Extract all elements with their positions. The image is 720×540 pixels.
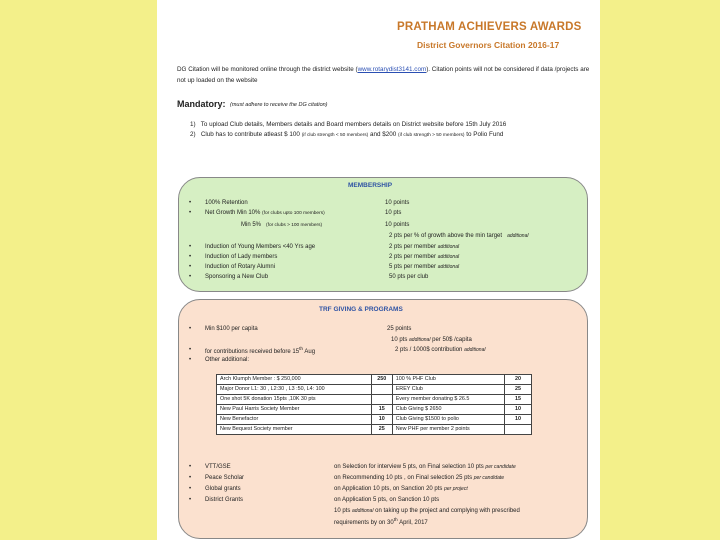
program-footer-2	[334, 518, 428, 526]
award-right: Club Giving $ 2650	[392, 405, 504, 415]
extra-text: 2 pts per % of growth above the min target	[389, 233, 503, 239]
table-row	[217, 385, 532, 395]
bullet: •	[189, 347, 192, 353]
requirement-number: 2)	[190, 131, 196, 138]
requirement-1	[190, 120, 590, 129]
points-text: 5 pts per member	[389, 264, 437, 270]
mandatory-heading: Mandatory:	[177, 99, 226, 109]
requirement-text: and $200	[369, 131, 397, 138]
footer-date: April, 2017	[399, 520, 428, 526]
extra-note: additional	[409, 337, 431, 343]
requirement-note: (if club strength < 50 members)	[301, 133, 369, 138]
requirement-2	[190, 130, 590, 140]
extra-text: 10 pts	[391, 337, 408, 343]
membership-item	[241, 222, 322, 228]
bullet: •	[189, 357, 192, 363]
trf-item: Min $100 per capita	[205, 326, 258, 332]
table-row	[217, 415, 532, 425]
program-label: VTT/GSE	[205, 464, 231, 470]
points-text: 2 pts / 1000$ contribution	[395, 347, 463, 353]
award-right-points: 20	[505, 375, 532, 385]
membership-points: 10 points	[385, 200, 410, 206]
intro-text: DG Citation will be monitored online through the district website (	[177, 66, 358, 73]
item-note: (for clubs upto 100 members)	[262, 211, 325, 216]
requirement-text: Club has to contribute atleast $ 100	[200, 131, 300, 138]
points-note: additional	[437, 264, 460, 270]
program-label: Peace Scholar	[205, 475, 245, 481]
footer-text: requirements by on 30	[334, 520, 394, 526]
program-text	[334, 486, 468, 492]
program-text: on Application 5 pts, on Sanction 10 pts	[334, 497, 440, 503]
program-detail: on Recommending 10 pts , on Final selection 25 pts	[334, 475, 473, 481]
extra-note: additional	[507, 233, 529, 239]
membership-item: Induction of Lady members	[205, 254, 278, 260]
points-note: additional	[464, 347, 486, 353]
membership-title: MEMBERSHIP	[348, 182, 393, 189]
requirement-note: (if club strength > 50 members)	[397, 133, 465, 138]
award-right: 100 % PHF Club	[392, 375, 504, 385]
bullet: •	[189, 497, 192, 503]
bullet: •	[189, 475, 192, 481]
footer-text: on taking up the project and complying with prescribed	[375, 508, 520, 514]
awards-table	[216, 374, 532, 435]
award-left: Major Donor L1: 30 , L2:30 , L3 :50, L4: 100	[217, 385, 372, 395]
bullet: •	[189, 264, 192, 270]
membership-points	[389, 264, 459, 270]
award-left-points: 250	[371, 375, 392, 385]
program-footer	[334, 508, 520, 514]
bullet: •	[189, 200, 192, 206]
membership-item: 100% Retention	[205, 200, 248, 206]
table-row	[217, 375, 532, 385]
award-left-points: 10	[371, 415, 392, 425]
footer-note: additional	[352, 508, 374, 514]
requirement-text: To upload Club details, Members details and Board members details on District website before 15th July 2016	[200, 121, 507, 128]
award-right: New PHF per member 2 points	[392, 425, 504, 435]
requirement-text: to Polio Fund	[466, 131, 504, 138]
award-left: One shot 5K donation 15pts ,10K 30 pts	[217, 395, 372, 405]
points-text: 2 pts per member	[389, 244, 437, 250]
membership-points	[389, 244, 459, 250]
membership-item	[205, 210, 325, 216]
document-page	[157, 0, 600, 540]
bullet: •	[189, 274, 192, 280]
membership-item: Sponsoring a New Club	[205, 274, 269, 280]
award-left: New Bequest Society member	[217, 425, 372, 435]
award-left-points: 15	[371, 405, 392, 415]
program-detail: on Application 10 pts, on Sanction 20 pts	[334, 486, 443, 492]
bullet: •	[189, 486, 192, 492]
program-note: per project	[444, 486, 468, 492]
table-row	[217, 425, 532, 435]
trf-title: TRF GIVING & PROGRAMS	[319, 306, 403, 313]
footer-points: 10 pts	[334, 508, 351, 514]
award-left-points	[371, 395, 392, 405]
district-website-link[interactable]: www.rotarydist3141.com	[357, 66, 427, 73]
award-left: New Benefactor	[217, 415, 372, 425]
program-label: District Grants	[205, 497, 244, 503]
award-right: Every member donating $ 26.5	[392, 395, 504, 405]
trf-item	[205, 347, 315, 355]
bullet: •	[189, 254, 192, 260]
program-detail: on Selection for interview 5 pts, on Final selection 10 pts	[334, 464, 484, 470]
item-label: for contributions received before 15	[205, 349, 300, 355]
membership-item: Induction of Young Members <40 Yrs age	[205, 244, 316, 250]
award-left-points	[371, 385, 392, 395]
bullet: •	[189, 244, 192, 250]
membership-points: 10 points	[385, 222, 410, 228]
membership-points	[389, 254, 459, 260]
award-right: Club Giving $1500 to polio	[392, 415, 504, 425]
item-note: (for clubs > 100 members)	[266, 223, 323, 228]
footer-sup: th	[393, 518, 398, 523]
bullet: •	[189, 210, 192, 216]
award-right: EREY Club	[392, 385, 504, 395]
mandatory-note: (must adhere to receive the DG citation)	[230, 102, 328, 108]
item-label: Min 5%	[241, 222, 262, 228]
award-left-points: 25	[371, 425, 392, 435]
award-right-points: 15	[505, 395, 532, 405]
program-note: per candidate	[473, 475, 505, 481]
page-subtitle: District Governors Citation 2016-17	[417, 40, 560, 50]
award-right-points: 10	[505, 415, 532, 425]
points-text: 2 pts per member	[389, 254, 437, 260]
requirement-number: 1)	[190, 121, 196, 128]
trf-item: Other additional:	[205, 357, 250, 363]
award-left: Arch Klumph Member : $ 250,000	[217, 375, 372, 385]
table-row	[217, 405, 532, 415]
intro-text-tail: ). Citation points will not be considered if data /projects are not up loaded on the website	[177, 66, 590, 84]
program-label: Global grants	[205, 486, 241, 492]
membership-points: 10 pts	[385, 210, 402, 216]
bullet: •	[189, 464, 192, 470]
membership-item: Induction of Rotary Alumni	[205, 264, 276, 270]
program-text	[334, 464, 516, 470]
program-note: per candidate	[485, 464, 516, 470]
program-text	[334, 475, 504, 481]
membership-section	[178, 177, 588, 292]
trf-points: 25 points	[387, 326, 412, 332]
trf-points	[395, 347, 485, 353]
award-left: New Paul Harris Society Member	[217, 405, 372, 415]
membership-points: 50 pts per club	[389, 274, 429, 280]
membership-extra	[389, 233, 528, 239]
points-note: additional	[437, 244, 460, 250]
award-right-points: 10	[505, 405, 532, 415]
award-right-points	[505, 425, 532, 435]
bullet: •	[189, 326, 192, 332]
extra-tail: per 50$ /capita	[432, 337, 472, 343]
award-right-points: 25	[505, 385, 532, 395]
points-note: additional	[437, 254, 460, 260]
table-row	[217, 395, 532, 405]
page-title: PRATHAM ACHIEVERS AWARDS	[397, 21, 582, 33]
item-sup: th	[299, 347, 304, 352]
item-label: Net Growth Min 10%	[205, 210, 261, 216]
intro-paragraph	[177, 64, 597, 86]
item-label-tail: Aug	[304, 349, 316, 355]
trf-extra	[391, 337, 472, 343]
